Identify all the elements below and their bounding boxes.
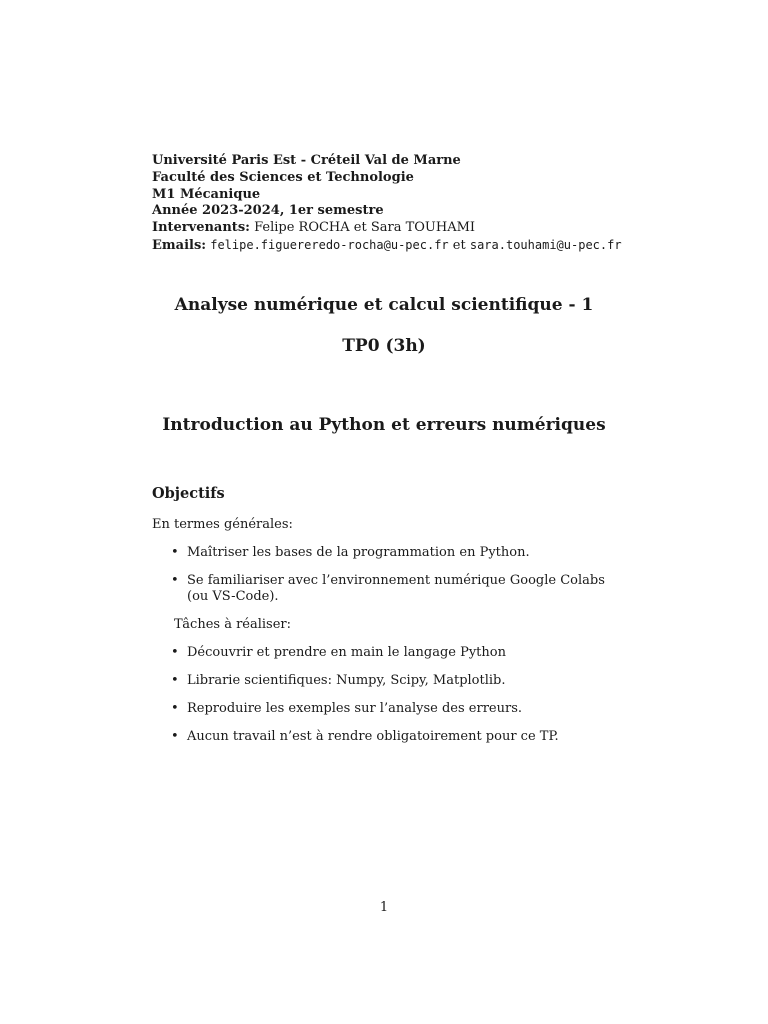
email-link-rocha[interactable]: felipe.figuereredo-rocha@u-pec.fr <box>210 237 449 252</box>
emails-label: Emails: <box>152 237 207 253</box>
academic-year: Année 2023-2024, 1er semestre <box>152 203 384 219</box>
faculty-name: Faculté des Sciences et Technologie <box>152 169 414 185</box>
course-title: Analyse numérique et calcul scientifique - 1 <box>174 295 594 315</box>
objectives-intro: En termes générales: <box>152 517 293 532</box>
tasks-list <box>152 645 622 757</box>
task-item: • Reproduire les exemples sur l’analyse des erreurs. <box>152 701 622 717</box>
goals-list <box>152 545 622 617</box>
program-name: M1 Mécanique <box>152 186 261 202</box>
instructors-label: Intervenants: <box>152 220 250 236</box>
instructors-line <box>152 220 622 237</box>
emails-line <box>152 237 622 255</box>
main-title: Introduction au Python et erreurs numériques <box>162 415 606 435</box>
instructors-names: Felipe ROCHA et Sara TOUHAMI <box>254 220 476 236</box>
university-name: Université Paris Est - Créteil Val de Marne <box>152 153 461 168</box>
email-link-touhami[interactable]: sara.touhami@u-pec.fr <box>469 237 622 252</box>
task-item: • Librarie scientifiques: Numpy, Scipy, Matplotlib. <box>152 673 622 689</box>
tp-title: TP0 (3h) <box>342 336 426 356</box>
email-separator: et <box>452 237 466 253</box>
goal-item: • Se familiariser avec l’environnement numérique Google Colabs (ou VS-Code). <box>152 573 622 605</box>
task-item: • Aucun travail n’est à rendre obligatoirement pour ce TP. <box>152 729 622 745</box>
page-number: 1 <box>379 900 389 915</box>
objectives-heading: Objectifs <box>152 485 225 502</box>
goal-item: • Maîtriser les bases de la programmation en Python. <box>152 545 622 561</box>
tasks-label: Tâches à réaliser: <box>174 617 292 632</box>
document-header <box>152 153 622 255</box>
task-item: • Découvrir et prendre en main le langage Python <box>152 645 622 661</box>
